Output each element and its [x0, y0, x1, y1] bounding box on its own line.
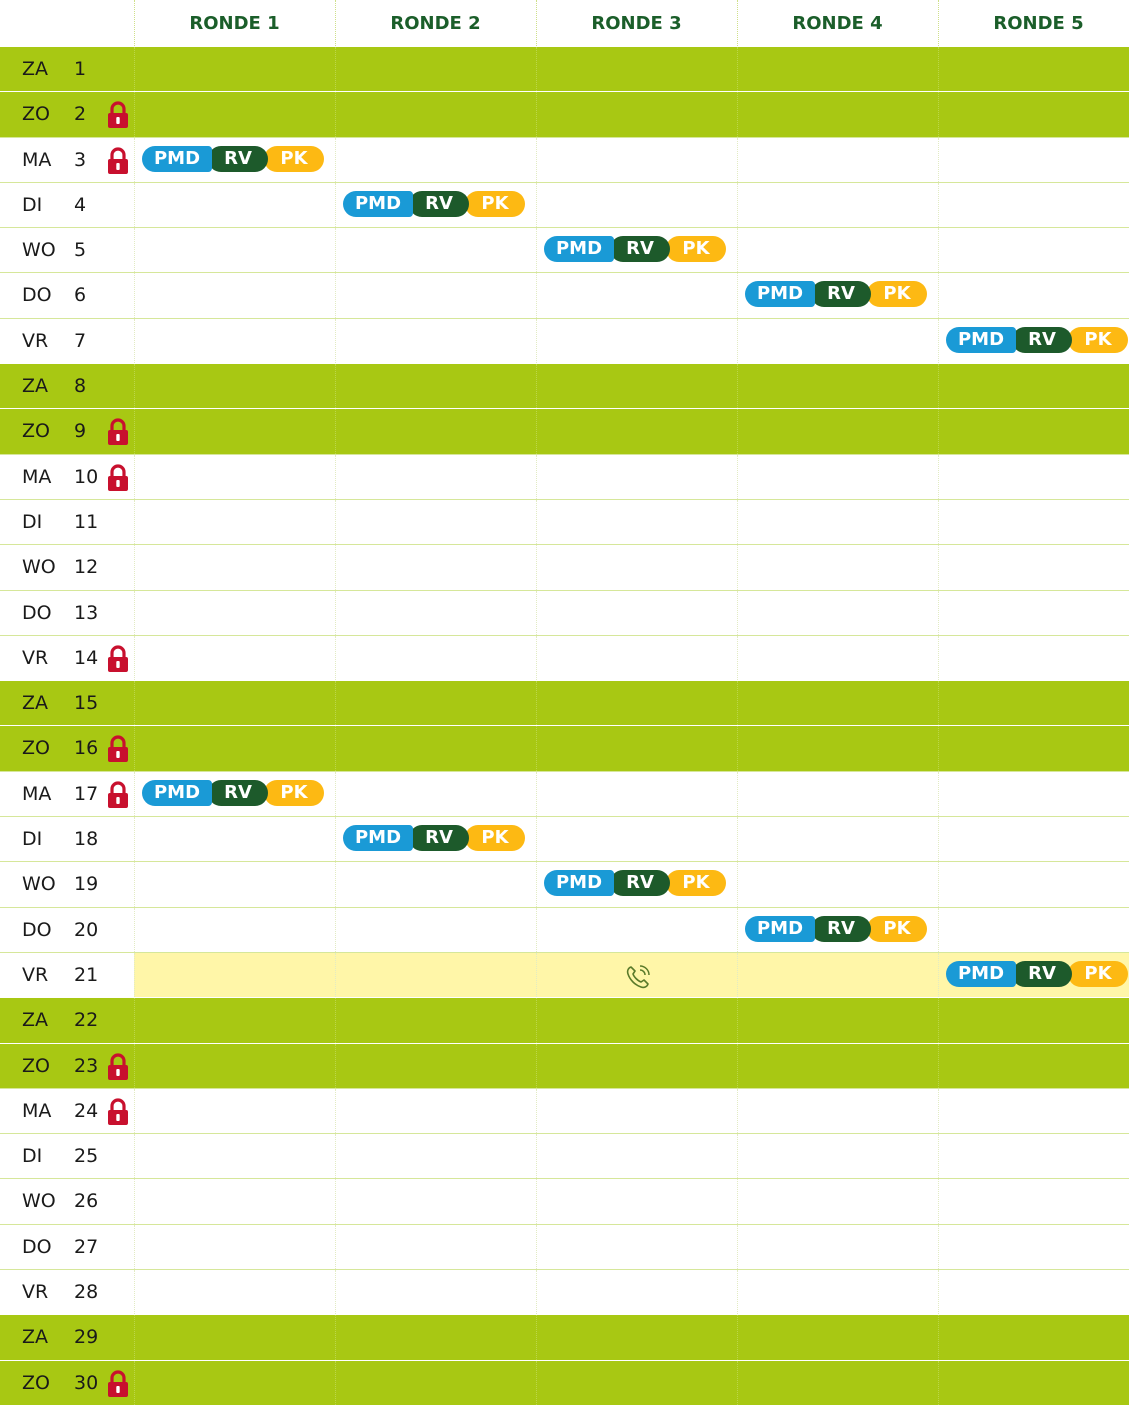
column-divider: [536, 47, 537, 91]
day-number: 17: [74, 782, 99, 805]
column-divider: [536, 817, 537, 861]
column-divider: [134, 1315, 135, 1359]
pmd-badge: PMD: [142, 780, 212, 806]
column-divider: [938, 908, 939, 952]
column-divider: [335, 500, 336, 544]
column-divider: [737, 908, 738, 952]
column-divider: [938, 319, 939, 363]
column-divider: [938, 545, 939, 589]
day-row: [0, 182, 1129, 227]
day-name: DI: [22, 1145, 43, 1168]
day-name: MA: [22, 1099, 52, 1122]
pmd-badge: PMD: [544, 870, 614, 896]
day-row: [0, 1224, 1129, 1269]
column-divider: [536, 92, 537, 136]
rv-badge: RV: [409, 825, 469, 851]
day-name: VR: [22, 963, 49, 986]
day-number: 2: [74, 103, 87, 126]
column-divider: [536, 998, 537, 1042]
day-number: 15: [74, 692, 99, 715]
day-row: [0, 137, 1129, 182]
column-divider: [335, 681, 336, 725]
column-divider: [536, 591, 537, 635]
column-divider: [536, 1315, 537, 1359]
column-divider: [134, 1225, 135, 1269]
column-divider: [737, 545, 738, 589]
collection-badges: [544, 870, 726, 898]
column-divider: [335, 47, 336, 91]
day-row: [0, 771, 1129, 816]
collection-badges: [343, 825, 525, 853]
day-number: 29: [74, 1326, 99, 1349]
column-divider: [737, 92, 738, 136]
column-divider: [737, 998, 738, 1042]
rv-badge: RV: [811, 281, 871, 307]
column-divider: [938, 726, 939, 770]
column-divider: [335, 409, 336, 453]
day-name: ZA: [22, 692, 49, 715]
day-row: [0, 1360, 1129, 1405]
column-divider: [938, 681, 939, 725]
column-divider: [335, 1270, 336, 1314]
pk-badge: PK: [465, 191, 525, 217]
collection-badges: [745, 916, 927, 944]
column-divider: [536, 636, 537, 680]
column-divider: [134, 319, 135, 363]
column-divider: [737, 1315, 738, 1359]
column-divider: [335, 953, 336, 997]
day-row: [0, 227, 1129, 272]
column-divider: [536, 545, 537, 589]
rv-badge: RV: [208, 146, 268, 172]
day-row: [0, 635, 1129, 680]
pk-badge: PK: [1068, 961, 1128, 987]
day-row: [0, 1314, 1129, 1359]
column-divider: [938, 47, 939, 91]
column-divider: [335, 138, 336, 182]
column-divider: [335, 273, 336, 317]
column-divider: [134, 998, 135, 1042]
column-divider: [938, 273, 939, 317]
day-number: 28: [74, 1281, 99, 1304]
day-row: [0, 1043, 1129, 1088]
rv-badge: RV: [208, 780, 268, 806]
column-divider: [134, 908, 135, 952]
day-number: 18: [74, 828, 99, 851]
column-divider: [335, 228, 336, 272]
column-divider: [737, 772, 738, 816]
column-divider: [335, 1179, 336, 1223]
column-divider: [737, 455, 738, 499]
day-number: 13: [74, 601, 99, 624]
day-number: 4: [74, 193, 87, 216]
column-divider: [134, 500, 135, 544]
day-name: DO: [22, 1235, 52, 1258]
column-divider: [938, 455, 939, 499]
column-divider: [536, 908, 537, 952]
column-divider: [134, 1179, 135, 1223]
day-row: [0, 952, 1129, 997]
collection-badges: [745, 281, 927, 309]
column-divider: [536, 772, 537, 816]
pmd-badge: PMD: [343, 191, 413, 217]
column-divider: [737, 1270, 738, 1314]
rv-badge: RV: [1012, 327, 1072, 353]
column-divider: [938, 1315, 939, 1359]
day-number: 26: [74, 1190, 99, 1213]
column-divider: [737, 409, 738, 453]
column-divider: [938, 998, 939, 1042]
column-divider: [737, 273, 738, 317]
day-name: MA: [22, 782, 52, 805]
header-ronde-1: RONDE 1: [189, 13, 280, 34]
column-divider: [938, 1044, 939, 1088]
day-rows: [0, 46, 1129, 1405]
lock-icon: [106, 645, 130, 673]
day-name: ZO: [22, 737, 50, 760]
column-divider: [536, 319, 537, 363]
day-number: 27: [74, 1235, 99, 1258]
column-divider: [737, 1044, 738, 1088]
day-number: 11: [74, 510, 99, 533]
day-number: 9: [74, 420, 87, 443]
header-ronde-4: RONDE 4: [792, 13, 883, 34]
column-divider: [737, 1225, 738, 1269]
column-divider: [335, 183, 336, 227]
column-divider: [737, 1361, 738, 1405]
column-divider: [134, 726, 135, 770]
column-divider: [536, 1044, 537, 1088]
column-divider: [938, 953, 939, 997]
pmd-badge: PMD: [745, 916, 815, 942]
column-divider: [737, 183, 738, 227]
column-divider: [938, 636, 939, 680]
column-divider: [737, 228, 738, 272]
pmd-badge: PMD: [946, 327, 1016, 353]
column-divider: [134, 1044, 135, 1088]
day-row: [0, 816, 1129, 861]
column-divider: [737, 862, 738, 906]
column-divider: [134, 1134, 135, 1178]
column-divider: [938, 1361, 939, 1405]
day-name: DI: [22, 828, 43, 851]
day-row: [0, 590, 1129, 635]
day-number: 14: [74, 646, 99, 669]
pk-badge: PK: [867, 916, 927, 942]
day-name: ZA: [22, 58, 49, 80]
column-divider: [938, 862, 939, 906]
day-row: [0, 680, 1129, 725]
column-divider: [737, 636, 738, 680]
column-divider: [335, 772, 336, 816]
pk-badge: PK: [867, 281, 927, 307]
column-divider: [737, 500, 738, 544]
column-divider: [134, 138, 135, 182]
column-divider: [536, 409, 537, 453]
lock-icon: [106, 147, 130, 175]
day-name: MA: [22, 465, 52, 488]
column-divider: [335, 319, 336, 363]
rv-badge: RV: [610, 870, 670, 896]
lock-icon: [106, 464, 130, 492]
day-row: [0, 454, 1129, 499]
column-divider: [938, 138, 939, 182]
column-divider: [335, 908, 336, 952]
column-divider: [536, 862, 537, 906]
column-divider: [134, 1361, 135, 1405]
day-row: [0, 46, 1129, 91]
day-number: 8: [74, 375, 87, 398]
day-number: 21: [74, 963, 99, 986]
column-divider: [737, 953, 738, 997]
day-number: 30: [74, 1371, 99, 1394]
column-divider: [737, 1134, 738, 1178]
column-divider: [737, 726, 738, 770]
ronde-header-row: [0, 0, 1129, 46]
pmd-badge: PMD: [343, 825, 413, 851]
day-row: [0, 997, 1129, 1042]
day-name: DO: [22, 918, 52, 941]
rv-badge: RV: [1012, 961, 1072, 987]
column-divider: [134, 273, 135, 317]
day-name: WO: [22, 556, 56, 579]
column-divider: [134, 953, 135, 997]
day-name: WO: [22, 239, 56, 262]
day-number: 25: [74, 1145, 99, 1168]
pk-badge: PK: [666, 236, 726, 262]
column-divider: [536, 681, 537, 725]
column-divider: [737, 319, 738, 363]
column-divider: [335, 1134, 336, 1178]
column-divider: [536, 1089, 537, 1133]
column-divider: [536, 183, 537, 227]
column-divider: [938, 817, 939, 861]
day-name: MA: [22, 148, 52, 171]
day-row: [0, 318, 1129, 363]
lock-icon: [106, 1370, 130, 1398]
collection-badges: [142, 146, 324, 174]
column-divider: [737, 47, 738, 91]
column-divider: [134, 183, 135, 227]
collection-badges: [946, 961, 1128, 989]
day-row: [0, 1269, 1129, 1314]
day-name: ZA: [22, 375, 49, 398]
day-row: [0, 1088, 1129, 1133]
column-divider: [134, 591, 135, 635]
column-divider: [134, 92, 135, 136]
day-name: ZO: [22, 420, 50, 443]
collection-badges: [544, 236, 726, 264]
column-divider: [536, 1134, 537, 1178]
day-name: DO: [22, 601, 52, 624]
column-divider: [335, 1089, 336, 1133]
column-divider: [134, 862, 135, 906]
day-row: [0, 363, 1129, 408]
day-row: [0, 272, 1129, 317]
collection-badges: [142, 780, 324, 808]
column-divider: [134, 1270, 135, 1314]
column-divider: [938, 92, 939, 136]
column-divider: [536, 726, 537, 770]
column-divider: [335, 726, 336, 770]
column-divider: [938, 1225, 939, 1269]
column-divider: [737, 138, 738, 182]
column-divider: [335, 1225, 336, 1269]
column-divider: [938, 228, 939, 272]
header-ronde-5: RONDE 5: [993, 13, 1084, 34]
column-divider: [134, 47, 135, 91]
column-divider: [335, 545, 336, 589]
column-divider: [536, 273, 537, 317]
column-divider: [134, 636, 135, 680]
column-divider: [536, 1361, 537, 1405]
day-row: [0, 408, 1129, 453]
lock-icon: [106, 735, 130, 763]
column-divider: [134, 455, 135, 499]
day-row: [0, 1178, 1129, 1223]
day-row: [0, 725, 1129, 770]
phone-icon: [624, 962, 654, 990]
column-divider: [536, 1179, 537, 1223]
column-divider: [938, 1089, 939, 1133]
column-divider: [938, 500, 939, 544]
column-divider: [134, 772, 135, 816]
column-divider: [737, 817, 738, 861]
collection-badges: [946, 327, 1128, 355]
pk-badge: PK: [666, 870, 726, 896]
column-divider: [737, 364, 738, 408]
column-divider: [938, 1134, 939, 1178]
column-divider: [134, 409, 135, 453]
day-number: 7: [74, 329, 87, 352]
pk-badge: PK: [465, 825, 525, 851]
pmd-badge: PMD: [745, 281, 815, 307]
pk-badge: PK: [264, 146, 324, 172]
day-row: [0, 861, 1129, 906]
column-divider: [335, 636, 336, 680]
column-divider: [536, 364, 537, 408]
lock-icon: [106, 1098, 130, 1126]
day-row: [0, 499, 1129, 544]
day-name: ZO: [22, 1054, 50, 1077]
column-divider: [938, 364, 939, 408]
day-row: [0, 91, 1129, 136]
rv-badge: RV: [811, 916, 871, 942]
day-number: 20: [74, 918, 99, 941]
column-divider: [134, 681, 135, 725]
column-divider: [536, 953, 537, 997]
day-name: VR: [22, 646, 49, 669]
header-ronde-3: RONDE 3: [591, 13, 682, 34]
day-number: 3: [74, 148, 87, 171]
column-divider: [938, 772, 939, 816]
column-divider: [536, 138, 537, 182]
pmd-badge: PMD: [142, 146, 212, 172]
column-divider: [335, 92, 336, 136]
day-number: 10: [74, 465, 99, 488]
day-name: ZA: [22, 1009, 49, 1032]
lock-icon: [106, 418, 130, 446]
day-number: 24: [74, 1099, 99, 1122]
day-name: DI: [22, 193, 43, 216]
pmd-badge: PMD: [946, 961, 1016, 987]
day-number: 23: [74, 1054, 99, 1077]
column-divider: [536, 500, 537, 544]
day-number: 12: [74, 556, 99, 579]
header-ronde-2: RONDE 2: [390, 13, 481, 34]
column-divider: [134, 1089, 135, 1133]
day-row: [0, 1133, 1129, 1178]
column-divider: [134, 228, 135, 272]
lock-icon: [106, 1053, 130, 1081]
column-divider: [938, 409, 939, 453]
day-number: 16: [74, 737, 99, 760]
column-divider: [938, 1179, 939, 1223]
column-divider: [335, 1044, 336, 1088]
column-divider: [134, 364, 135, 408]
day-name: VR: [22, 329, 49, 352]
pmd-badge: PMD: [544, 236, 614, 262]
day-name: WO: [22, 873, 56, 896]
column-divider: [335, 591, 336, 635]
day-name: ZO: [22, 1371, 50, 1394]
pk-badge: PK: [264, 780, 324, 806]
day-name: ZA: [22, 1326, 49, 1349]
day-name: WO: [22, 1190, 56, 1213]
column-divider: [335, 1315, 336, 1359]
column-divider: [536, 228, 537, 272]
day-row: [0, 544, 1129, 589]
day-number: 6: [74, 284, 87, 307]
column-divider: [938, 1270, 939, 1314]
day-number: 22: [74, 1009, 99, 1032]
column-divider: [536, 455, 537, 499]
day-name: DI: [22, 510, 43, 533]
day-name: VR: [22, 1281, 49, 1304]
column-divider: [737, 1089, 738, 1133]
lock-icon: [106, 781, 130, 809]
day-row: [0, 907, 1129, 952]
collection-badges: [343, 191, 525, 219]
pk-badge: PK: [1068, 327, 1128, 353]
column-divider: [737, 1179, 738, 1223]
lock-icon: [106, 101, 130, 129]
column-divider: [335, 998, 336, 1042]
column-divider: [938, 591, 939, 635]
day-name: ZO: [22, 103, 50, 126]
day-name: DO: [22, 284, 52, 307]
day-number: 1: [74, 58, 87, 80]
column-divider: [134, 817, 135, 861]
day-number: 5: [74, 239, 87, 262]
column-divider: [536, 1270, 537, 1314]
column-divider: [335, 862, 336, 906]
column-divider: [536, 1225, 537, 1269]
column-divider: [737, 681, 738, 725]
column-divider: [938, 183, 939, 227]
rv-badge: RV: [409, 191, 469, 217]
column-divider: [335, 364, 336, 408]
column-divider: [134, 545, 135, 589]
day-number: 19: [74, 873, 99, 896]
column-divider: [737, 591, 738, 635]
column-divider: [335, 817, 336, 861]
column-divider: [335, 1361, 336, 1405]
column-divider: [335, 455, 336, 499]
rv-badge: RV: [610, 236, 670, 262]
